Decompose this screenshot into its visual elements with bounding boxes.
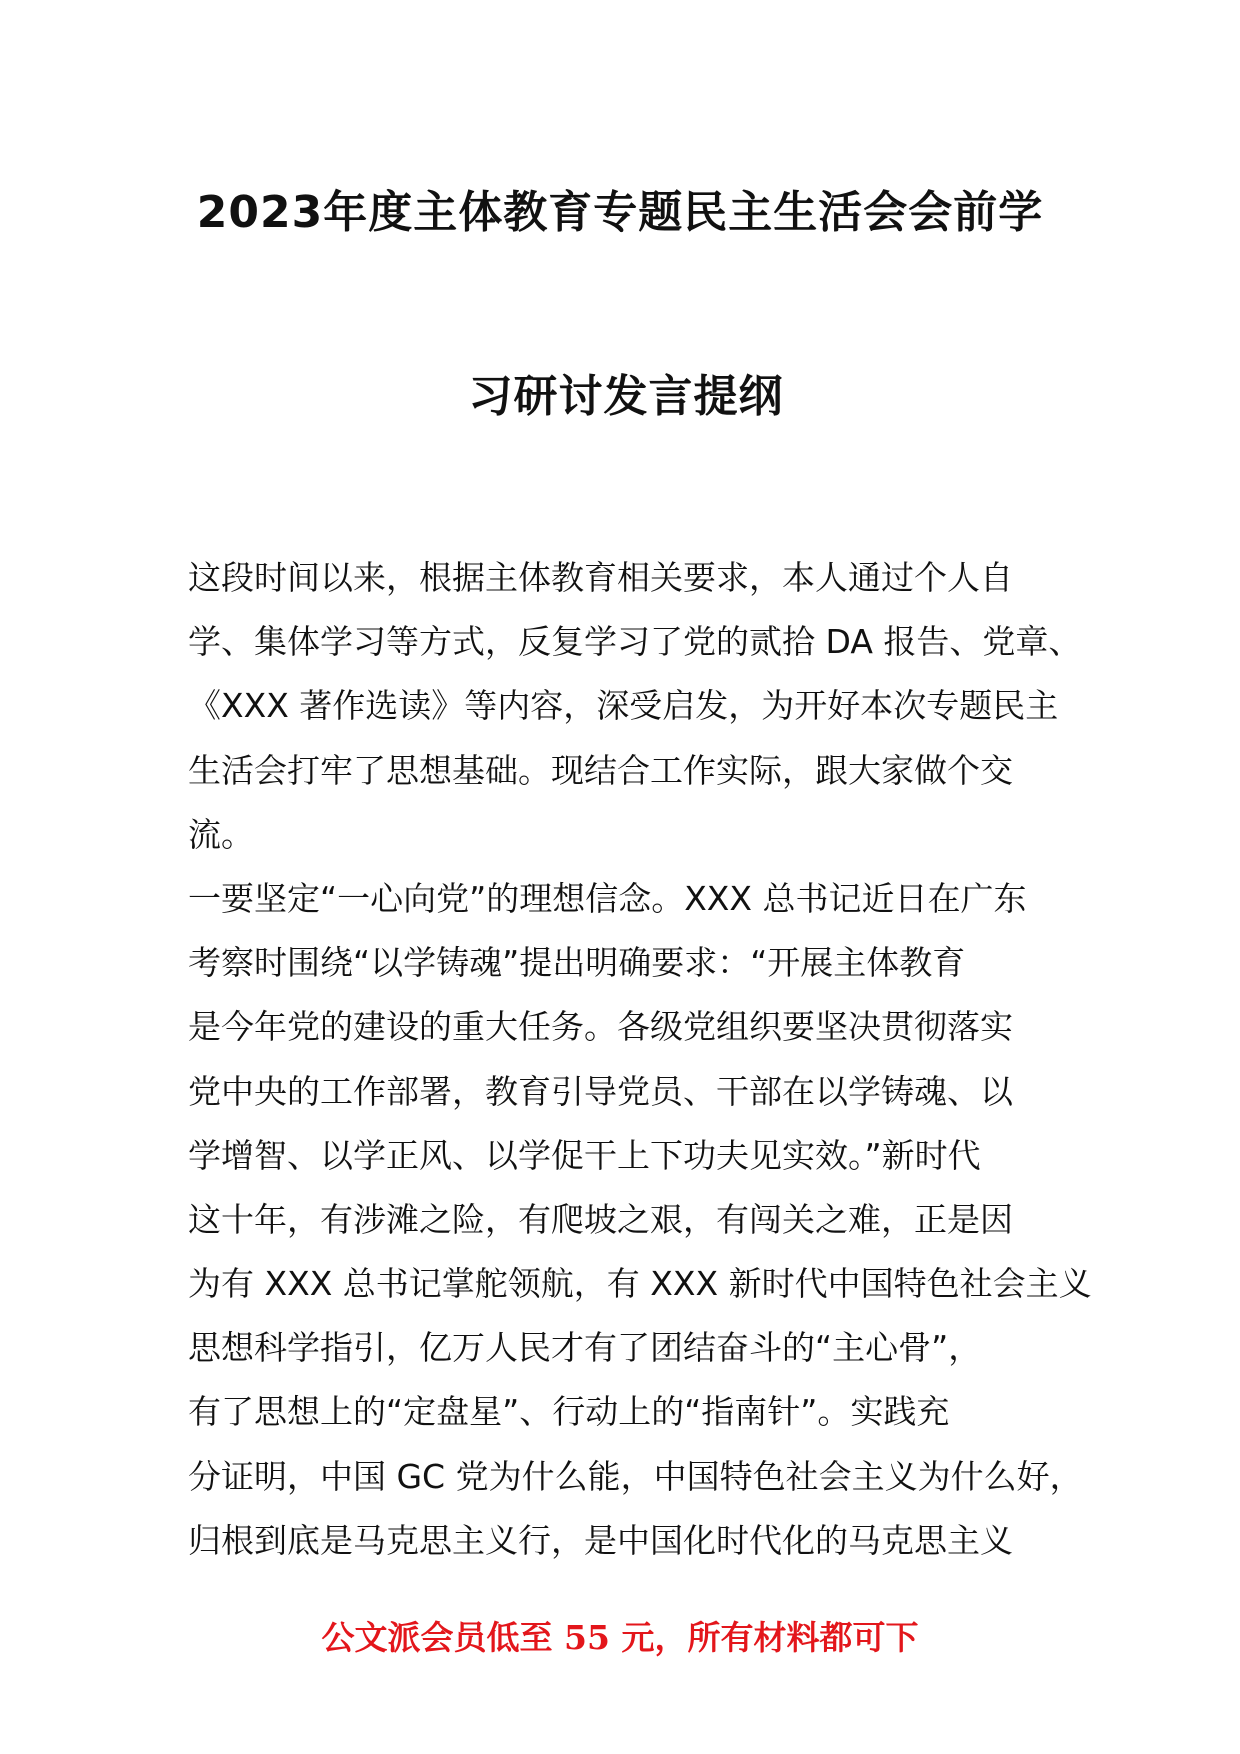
body-line-1: 这段时间以来，根据主体教育相关要求，本人通过个人自 <box>188 558 1013 597</box>
body-line-3: 《XXX 著作选读》等内容，深受启发，为开好本次专题民主 <box>188 686 1059 726</box>
body-line-15: 分证明，中国 GC 党为什么能，中国特色社会主义为什么好， <box>188 1456 1083 1496</box>
title-line-2: 习研讨发言提纲 <box>468 371 784 422</box>
body-line-6: 一要坚定“一心向党”的理想信念。XXX 总书记近日在广东 <box>188 878 1027 918</box>
body-line-10: 学增智、以学正风、以学促干上下功夫见实效。”新时代 <box>188 1135 981 1175</box>
membership-promo-note: 公文派会员低至 55 元，所有材料都可下 <box>321 1618 919 1657</box>
body-line-4: 生活会打牢了思想基础。现结合工作实际，跟大家做个交 <box>188 750 1013 790</box>
body-line-13: 思想科学指引，亿万人民才有了团结奋斗的“主心骨”， <box>188 1328 982 1368</box>
body-line-16: 归根到底是马克思主义行，是中国化时代化的马克思主义 <box>188 1520 1013 1560</box>
title-line-1: 2023年度主体教育专题民主生活会会前学 <box>196 187 1044 238</box>
body-line-12: 为有 XXX 总书记掌舵领航，有 XXX 新时代中国特色社会主义 <box>188 1264 1092 1304</box>
body-line-7: 考察时围绕“以学铸魂”提出明确要求：“开展主体教育 <box>188 943 966 983</box>
body-line-9: 党中央的工作部署，教育引导党员、干部在以学铸魂、以 <box>188 1071 1013 1111</box>
document-body <box>188 546 1108 1573</box>
body-line-11: 这十年，有涉滩之险，有爬坡之艰，有闯关之难，正是因 <box>188 1199 1013 1239</box>
body-line-2: 学、集体学习等方式，反复学习了党的贰拾 DA 报告、党章、 <box>188 622 1082 662</box>
body-line-5: 流。 <box>188 814 254 854</box>
body-line-8: 是今年党的建设的重大任务。各级党组织要坚决贯彻落实 <box>188 1007 1013 1047</box>
body-line-14: 有了思想上的“定盘星”、行动上的“指南针”。实践充 <box>188 1392 950 1432</box>
